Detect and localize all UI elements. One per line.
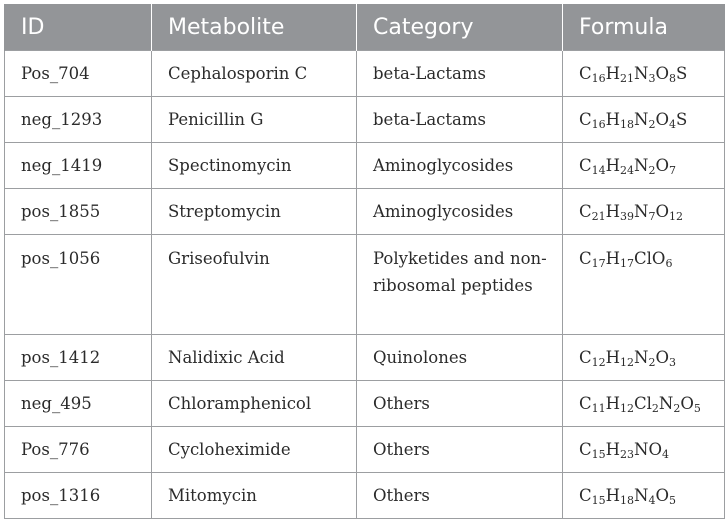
cell-metabolite: Streptomycin [152,189,357,235]
cell-formula: $C_{11}H_{12}Cl_2N_2O_5$ [563,381,725,427]
cell-id: pos_1855 [5,189,152,235]
cell-formula: $C_{14}H_{24}N_2O_7$ [563,143,725,189]
header-row [5,4,725,51]
table-row [5,427,725,473]
cell-formula: $C_{12}H_{12}N_2O_3$ [563,335,725,381]
header-formula: Formula [563,4,725,51]
cell-category: Others [357,381,563,427]
header-metabolite: Metabolite [152,4,357,51]
metabolite-table [4,4,725,519]
cell-metabolite: Cycloheximide [152,427,357,473]
table-row [5,235,725,335]
cell-id: neg_1419 [5,143,152,189]
table-row [5,51,725,97]
cell-category: beta-Lactams [357,51,563,97]
cell-metabolite: Penicillin G [152,97,357,143]
cell-formula: $C_{15}H_{18}N_4O_5$ [563,473,725,519]
cell-metabolite: Spectinomycin [152,143,357,189]
cell-category: Others [357,427,563,473]
cell-id: pos_1412 [5,335,152,381]
table-row [5,143,725,189]
cell-category: Aminoglycosides [357,189,563,235]
metabolite-table-container [4,4,724,519]
cell-formula: $C_{16}H_{21}N_3O_8S$ [563,51,725,97]
cell-id: neg_495 [5,381,152,427]
cell-id: neg_1293 [5,97,152,143]
table-row [5,97,725,143]
cell-category: Quinolones [357,335,563,381]
cell-id: Pos_704 [5,51,152,97]
cell-formula: $C_{21}H_{39}N_7O_{12}$ [563,189,725,235]
cell-category: Others [357,473,563,519]
header-category: Category [357,4,563,51]
cell-formula: $C_{17}H_{17}ClO_6$ [563,235,725,335]
cell-id: pos_1056 [5,235,152,335]
cell-metabolite: Chloramphenicol [152,381,357,427]
cell-formula: $C_{16}H_{18}N_2O_4S$ [563,97,725,143]
cell-metabolite: Cephalosporin C [152,51,357,97]
cell-formula: $C_{15}H_{23}NO_4$ [563,427,725,473]
cell-id: Pos_776 [5,427,152,473]
table-row [5,189,725,235]
cell-id: pos_1316 [5,473,152,519]
cell-category: Polyketides and non-ribosomal peptides [357,235,563,335]
cell-metabolite: Mitomycin [152,473,357,519]
cell-metabolite: Nalidixic Acid [152,335,357,381]
cell-metabolite: Griseofulvin [152,235,357,335]
cell-category: Aminoglycosides [357,143,563,189]
table-row [5,381,725,427]
cell-category: beta-Lactams [357,97,563,143]
header-id: ID [5,4,152,51]
table-row [5,335,725,381]
table-row [5,473,725,519]
